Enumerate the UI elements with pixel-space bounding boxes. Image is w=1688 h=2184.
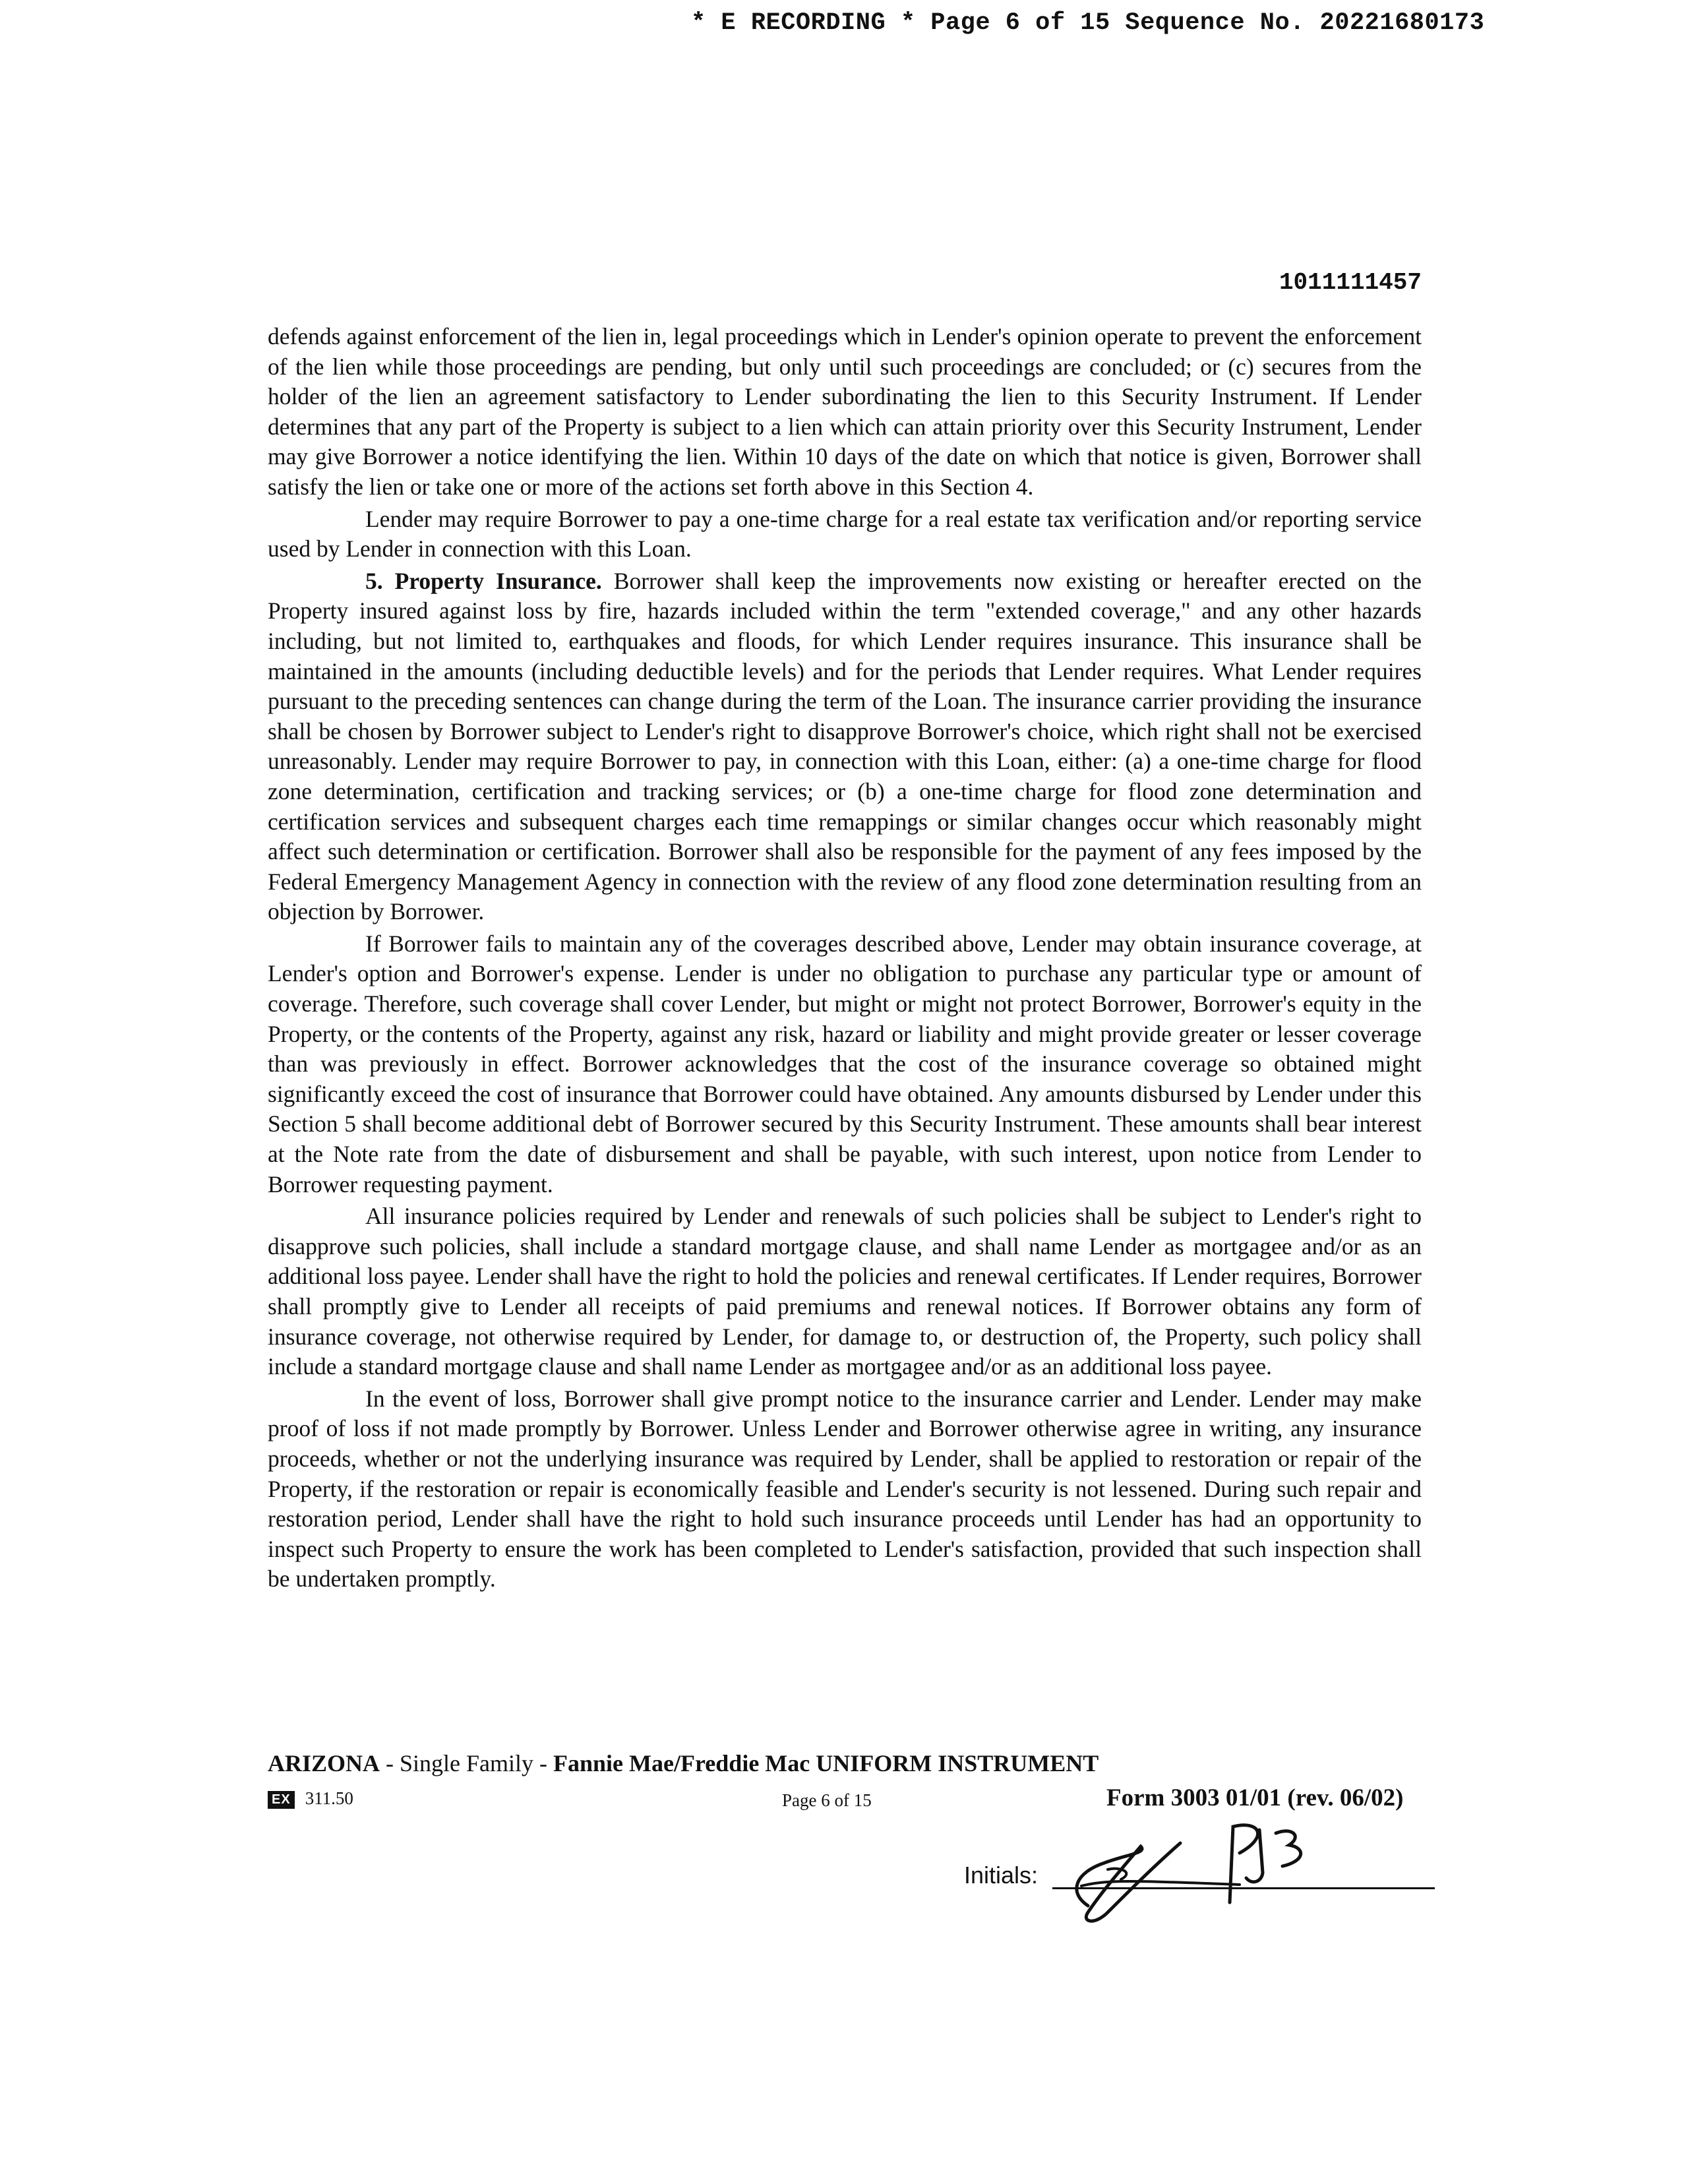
recording-stamp: * E RECORDING * Page 6 of 15 Sequence No. 20221680173	[691, 9, 1485, 37]
footer-state: ARIZONA	[268, 1750, 380, 1776]
paragraph-property-insurance-text: Borrower shall keep the improvements now existing or hereafter erected on the Property insured against loss by fire, hazards included within the term "extended coverage," and any other hazards including, but not limited to, earthquakes and floods, for which Lender requires insurance. This insurance shall be maintained in the amounts (including deductible levels) and for the periods that Lender requires. What Lender requires pursuant to the preceding sentences can change during the term of the Loan. The insurance carrier providing the insurance shall be chosen by Borrower subject to Lender's right to disapprove Borrower's choice, which right shall not be exercised unreasonably. Lender may require Borrower to pay, in connection with this Loan, either: (a) a one-time charge for flood zone determination, certification and tracking services; or (b) a one-time charge for flood zone determination and certification services and subsequent charges each time remappings or similar changes occur which reasonably might affect such determination or certification. Borrower shall also be responsible for the payment of any fees imposed by the Federal Emergency Management Agency in connection with the review of any flood zone determination resulting from an objection by Borrower.	[268, 567, 1422, 925]
footer-form-code	[268, 1788, 353, 1809]
document-body	[268, 322, 1422, 1596]
footer-page-number: Page 6 of 15	[782, 1790, 872, 1810]
footer-family-type: - Single Family -	[380, 1750, 554, 1776]
section-heading-property-insurance: 5. Property Insurance.	[365, 567, 602, 594]
footer-form-reference: Form 3003 01/01 (rev. 06/02)	[1106, 1784, 1404, 1811]
ex-logo-icon: EX	[268, 1791, 295, 1809]
form-code-number: 311.50	[305, 1788, 353, 1808]
paragraph-tax-verification: Lender may require Borrower to pay a one-time charge for a real estate tax verification and/or reporting service used by Lender in connection with this Loan.	[268, 505, 1422, 562]
initials-label: Initials:	[964, 1862, 1039, 1889]
paragraph-property-insurance	[268, 566, 1422, 927]
footer-instrument-line	[268, 1749, 1099, 1777]
footer-instrument: Fannie Mae/Freddie Mac UNIFORM INSTRUMENT	[553, 1750, 1099, 1776]
paragraph-lender-coverage: If Borrower fails to maintain any of the coverages described above, Lender may obtain insurance coverage, at Lender's option and Borrower's expense. Lender is under no obligation to purchase any particular type or amount of coverage. Therefore, such coverage shall cover Lender, but might or might not protect Borrower, Borrower's equity in the Property, or the contents of the Property, against any risk, hazard or liability and might provide greater or lesser coverage than was previously in effect. Borrower acknowledges that the cost of the insurance coverage so obtained might significantly exceed the cost of insurance that Borrower could have obtained. Any amounts disbursed by Lender under this Section 5 shall become additional debt of Borrower secured by this Security Instrument. These amounts shall bear interest at the Note rate from the date of disbursement and shall be payable, with such interest, upon notice from Lender to Borrower requesting payment.	[268, 930, 1422, 1198]
handwritten-initials-signature	[1042, 1807, 1385, 1932]
loan-number: 1011111457	[1279, 269, 1422, 296]
paragraph-event-of-loss: In the event of loss, Borrower shall give prompt notice to the insurance carrier and Lender. Lender may make proof of loss if not made promptly by Borrower. Unless Lender and Borrower otherwise agree in writing, any insurance proceeds, whether or not the underlying insurance was required by Lender, shall be applied to restoration or repair of the Property, if the restoration or repair is economically feasible and Lender's security is not lessened. During such repair and restoration period, Lender shall have the right to hold such insurance proceeds until Lender has had an opportunity to inspect such Property to ensure the work has been completed to Lender's satisfaction, provided that such inspection shall be undertaken promptly.	[268, 1385, 1422, 1592]
paragraph-insurance-policies: All insurance policies required by Lender and renewals of such policies shall be subject to Lender's right to disapprove such policies, shall include a standard mortgage clause, and shall name Lender as mortgagee and/or as an additional loss payee. Lender shall have the right to hold the policies and renewal certificates. If Lender requires, Borrower shall promptly give to Lender all receipts of paid premiums and renewal notices. If Borrower obtains any form of insurance coverage, not otherwise required by Lender, for damage to, or destruction of, the Property, such policy shall include a standard mortgage clause and shall name Lender as mortgagee and/or as an additional loss payee.	[268, 1203, 1422, 1380]
paragraph-lien-continued: defends against enforcement of the lien in, legal proceedings which in Lender's opinion operate to prevent the enforcement of the lien while those proceedings are pending, but only until such proceedings are concluded; or (c) secures from the holder of the lien an agreement satisfactory to Lender subordinating the lien to this Security Instrument. If Lender determines that any part of the Property is subject to a lien which can attain priority over this Security Instrument, Lender may give Borrower a notice identifying the lien. Within 10 days of the date on which that notice is given, Borrower shall satisfy the lien or take one or more of the actions set forth above in this Section 4.	[268, 323, 1422, 500]
